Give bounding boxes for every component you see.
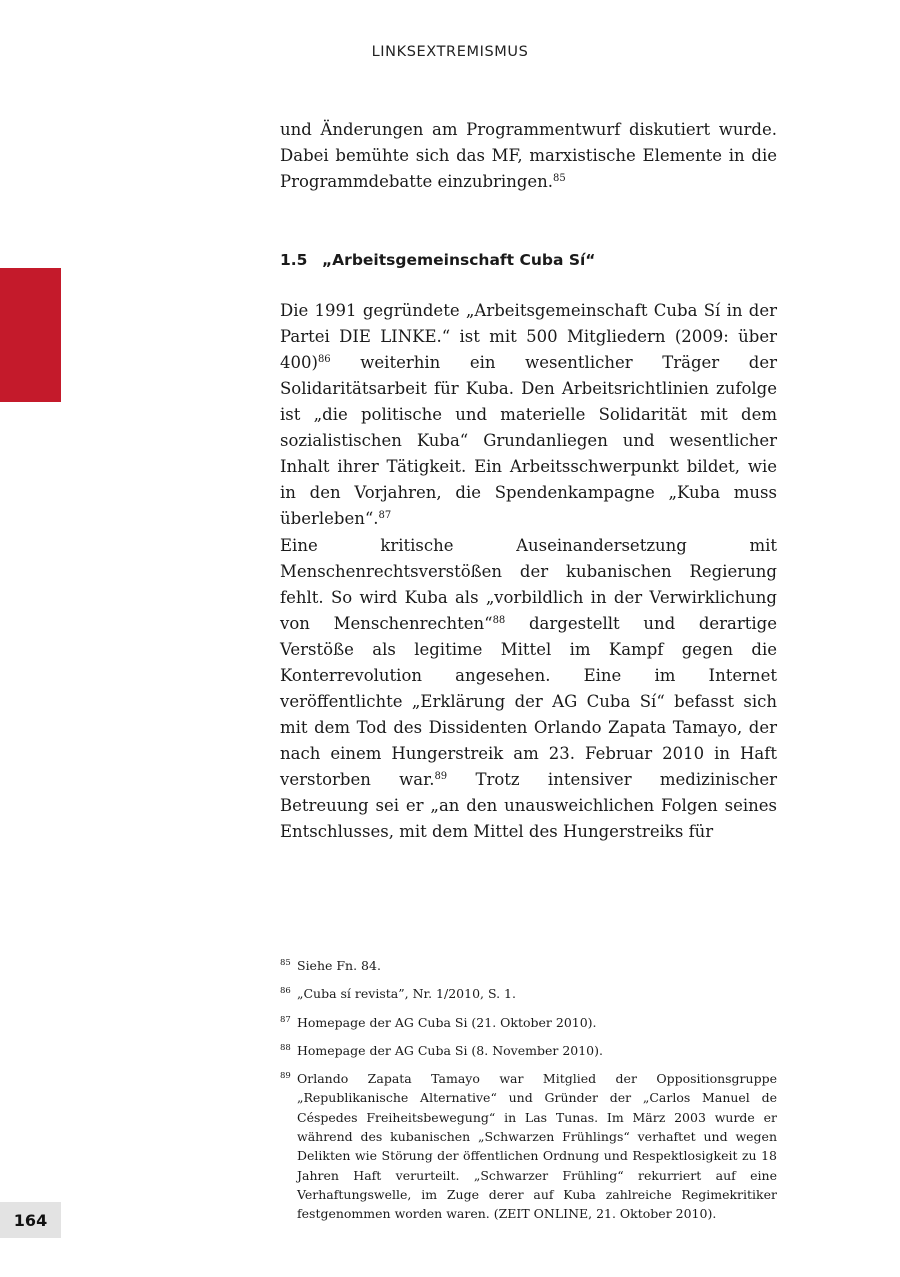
- footnote-ref-87[interactable]: 87: [378, 510, 392, 521]
- footnote-86: [280, 984, 777, 1003]
- footnote-85: [280, 956, 777, 975]
- footnote-text: Homepage der AG Cuba Si (21. Oktober 2010).: [297, 1014, 597, 1030]
- footnote-text: Siehe Fn. 84.: [297, 958, 381, 973]
- chapter-color-tab: [0, 268, 61, 402]
- paragraph-text: Trotz intensiver medizinischer Betreuung sei er „an den unausweichlichen Folgen seines Entschlusses, mit dem Mittel des Hungerstreiks für: [280, 770, 777, 841]
- footnote-number: 89: [280, 1071, 291, 1082]
- paragraph-text: Die 1991 gegründete „Arbeitsgemeinschaft Cuba Sí in der Partei DIE LINKE.“ ist mit 500 Mitgliedern (2009: über 400): [280, 301, 777, 372]
- page-number: 164: [0, 1202, 61, 1238]
- section-number: 1.5: [280, 251, 308, 269]
- footnote-87: [280, 1013, 777, 1032]
- footnote-89: [280, 1069, 777, 1223]
- paragraph-human-rights: [280, 533, 777, 845]
- footnote-ref-85[interactable]: 85: [553, 173, 566, 184]
- footnote-number: 85: [280, 958, 291, 968]
- footnote-number: 88: [280, 1042, 291, 1053]
- footnotes: [280, 956, 777, 1233]
- section-title: „Arbeitsgemeinschaft Cuba Sí“: [322, 251, 596, 269]
- footnote-number: 87: [280, 1014, 291, 1025]
- paragraph-cuba-si-intro: [280, 298, 777, 532]
- paragraph-text: Eine kritische Auseinandersetzung mit Menschenrechtsverstößen der kubanischen Regierung fehlt. So wird Kuba als „vorbildlich in der Verwirklichung von Menschenrechten“: [280, 536, 777, 633]
- paragraph-continuation: [280, 117, 777, 195]
- footnote-88: [280, 1041, 777, 1060]
- footnote-ref-89[interactable]: 89: [434, 771, 448, 782]
- footnote-number: 86: [280, 986, 291, 997]
- footnote-ref-88[interactable]: 88: [492, 615, 506, 626]
- section-heading: [280, 248, 777, 272]
- footnote-ref-86[interactable]: 86: [317, 354, 331, 365]
- footnote-text: „Cuba sí revista”, Nr. 1/2010, S. 1.: [297, 986, 516, 1002]
- footnote-text: Homepage der AG Cuba Si (8. November 2010).: [297, 1042, 603, 1058]
- running-header: LINKSEXTREMISMUS: [371, 44, 529, 60]
- paragraph-text: und Änderungen am Programmentwurf diskutiert wurde. Dabei bemühte sich das MF, marxistische Elemente in die Programmdebatte einzubringen.: [280, 120, 777, 191]
- footnote-text: Orlando Zapata Tamayo war Mitglied der Oppositionsgruppe „Republikanische Alternative“ und Gründer der „Carlos Manuel de Céspedes Freiheitsbewegung“ in Las Tunas. Im März 2003 wurde er während des kubanischen „Schwarzen Frühlings“ verhaftet und wegen Delikten wie Störung der öffentlichen Ordnung und Respektlosigkeit zu 18 Jahren Haft verurteilt. „Schwarzer Frühling“ rekurriert auf eine Verhaftungswelle, im Zuge derer auf Kuba zahlreiche Regimekritiker festgenommen worden waren. (ZEIT ONLINE, 21. Oktober 2010).: [297, 1071, 777, 1222]
- paragraph-text: weiterhin ein wesentlicher Träger der Solidaritätsarbeit für Kuba. Den Arbeitsrichtlinien zufolge ist „die politische und materielle Solidarität mit dem sozialistischen Kuba“ Grundanliegen und wesentlicher Inhalt ihrer Tätigkeit. Ein Arbeitsschwerpunkt bildet, wie in den Vorjahren, die Spendenkampagne „Kuba muss überleben“.: [280, 353, 777, 528]
- paragraph-text: dargestellt und derartige Verstöße als legitime Mittel im Kampf gegen die Konterrevolution angesehen. Eine im Internet veröffentlichte „Erklärung der AG Cuba Sí“ befasst sich mit dem Tod des Dissidenten Orlando Zapata Tamayo, der nach einem Hungerstreik am 23. Februar 2010 in Haft verstorben war.: [280, 614, 777, 789]
